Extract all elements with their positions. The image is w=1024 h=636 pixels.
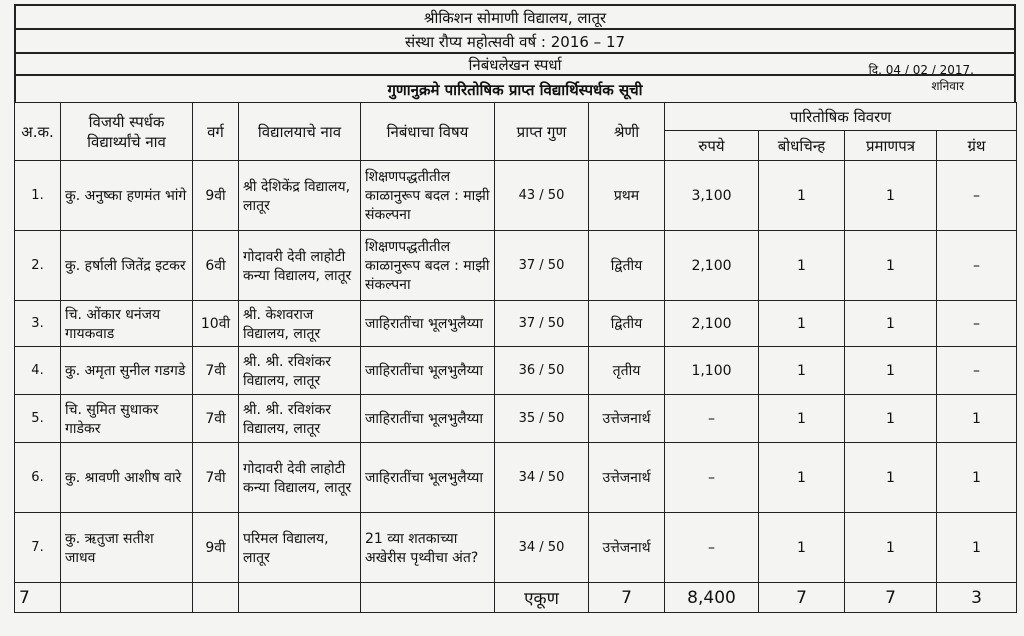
col-rupees: रुपये <box>665 131 759 161</box>
cell-certificate: 1 <box>845 161 937 231</box>
cell-rank: द्वितीय <box>589 301 665 347</box>
col-class: वर्ग <box>193 103 239 161</box>
cell-name: कु. श्रावणी आशीष वारे <box>61 443 193 513</box>
cell-class: 7वी <box>193 443 239 513</box>
cell-school: श्री. केशवराज विद्यालय, लातूर <box>239 301 361 347</box>
table-row <box>15 395 1017 443</box>
cell-rank: उत्तेजनार्थ <box>589 395 665 443</box>
cell-topic: जाहिरातींचा भूलभुलैय्या <box>361 443 495 513</box>
total-row <box>15 583 1017 613</box>
col-rank: श्रेणी <box>589 103 665 161</box>
cell-topic: जाहिरातींचा भूलभुलैय्या <box>361 301 495 347</box>
cell-book: – <box>937 301 1017 347</box>
cell-emblem: 1 <box>759 347 845 395</box>
total-empty-topic <box>361 583 495 613</box>
cell-name: कु. अनुष्का हणमंत भांगे <box>61 161 193 231</box>
date-text: दि. 04 / 02 / 2017. <box>868 63 974 77</box>
cell-name: चि. ओंकार धनंजय गायकवाड <box>61 301 193 347</box>
cell-marks: 37 / 50 <box>495 231 589 301</box>
cell-class: 7वी <box>193 395 239 443</box>
list-title: गुणानुक्रमे पारितोषिक प्राप्त विद्यार्थिस्पर्धक सूची <box>387 81 643 99</box>
cell-marks: 34 / 50 <box>495 443 589 513</box>
col-marks: प्राप्त गुण <box>495 103 589 161</box>
cell-rank: प्रथम <box>589 161 665 231</box>
cell-sr: 5. <box>15 395 61 443</box>
col-prize-group: पारितोषिक विवरण <box>665 103 1017 131</box>
cell-rupees: – <box>665 443 759 513</box>
cell-rupees: – <box>665 513 759 583</box>
list-title-row <box>14 74 1016 102</box>
day-text: शनिवार <box>931 79 964 93</box>
cell-name: कु. ऋतुजा सतीश जाधव <box>61 513 193 583</box>
cell-name: कु. हर्षाली जितेंद्र इटकर <box>61 231 193 301</box>
cell-rank: उत्तेजनार्थ <box>589 443 665 513</box>
col-name: विजयी स्पर्धक विद्यार्थ्यांचे नाव <box>61 103 193 161</box>
col-school: विद्यालयाचे नाव <box>239 103 361 161</box>
table-row <box>15 513 1017 583</box>
cell-rank: द्वितीय <box>589 231 665 301</box>
cell-topic: शिक्षणपद्धतीतील काळानुरूप बदल : माझी संकल्पना <box>361 231 495 301</box>
cell-emblem: 1 <box>759 395 845 443</box>
cell-emblem: 1 <box>759 513 845 583</box>
cell-certificate: 1 <box>845 231 937 301</box>
col-topic: निबंधाचा विषय <box>361 103 495 161</box>
total-rupees: 8,400 <box>665 583 759 613</box>
col-emblem: बोधचिन्ह <box>759 131 845 161</box>
cell-book: 1 <box>937 513 1017 583</box>
total-empty-school <box>239 583 361 613</box>
cell-sr: 3. <box>15 301 61 347</box>
year-line <box>14 28 1016 52</box>
table-row <box>15 301 1017 347</box>
prize-list-sheet <box>14 2 1016 632</box>
total-count: 7 <box>15 583 61 613</box>
cell-rupees: 3,100 <box>665 161 759 231</box>
cell-class: 6वी <box>193 231 239 301</box>
col-sr: अ.क. <box>15 103 61 161</box>
cell-certificate: 1 <box>845 347 937 395</box>
cell-school: श्री. श्री. रविशंकर विद्यालय, लातूर <box>239 395 361 443</box>
col-certificate: प्रमाणपत्र <box>845 131 937 161</box>
total-empty-name <box>61 583 193 613</box>
cell-emblem: 1 <box>759 161 845 231</box>
table-row <box>15 347 1017 395</box>
cell-certificate: 1 <box>845 395 937 443</box>
cell-sr: 7. <box>15 513 61 583</box>
cell-certificate: 1 <box>845 301 937 347</box>
total-emblem: 7 <box>759 583 845 613</box>
cell-sr: 4. <box>15 347 61 395</box>
cell-class: 10वी <box>193 301 239 347</box>
table-row <box>15 443 1017 513</box>
cell-class: 9वी <box>193 161 239 231</box>
cell-name: चि. सुमित सुधाकर गाडेकर <box>61 395 193 443</box>
school-title <box>14 4 1016 28</box>
cell-sr: 6. <box>15 443 61 513</box>
cell-marks: 36 / 50 <box>495 347 589 395</box>
competition-row <box>14 52 1016 77</box>
total-label: एकूण <box>495 583 589 613</box>
competition-name: निबंधलेखन स्पर्धा <box>468 56 562 74</box>
header-row-1 <box>15 103 1017 131</box>
cell-marks: 37 / 50 <box>495 301 589 347</box>
cell-topic: जाहिरातींचा भूलभुलैय्या <box>361 395 495 443</box>
school-name: श्रीकिशन सोमाणी विद्यालय, लातूर <box>423 9 607 27</box>
cell-emblem: 1 <box>759 231 845 301</box>
cell-school: गोदावरी देवी लाहोटी कन्या विद्यालय, लातूर <box>239 443 361 513</box>
jubilee-year: संस्था रौप्य महोत्सवी वर्ष : 2016 – 17 <box>404 33 626 51</box>
cell-school: परिमल विद्यालय, लातूर <box>239 513 361 583</box>
cell-school: श्री. श्री. रविशंकर विद्यालय, लातूर <box>239 347 361 395</box>
cell-rupees: 1,100 <box>665 347 759 395</box>
cell-certificate: 1 <box>845 513 937 583</box>
cell-topic: शिक्षणपद्धतीतील काळानुरूप बदल : माझी संकल्पना <box>361 161 495 231</box>
cell-book: 1 <box>937 395 1017 443</box>
cell-sr: 1. <box>15 161 61 231</box>
cell-rank: तृतीय <box>589 347 665 395</box>
total-empty-class <box>193 583 239 613</box>
cell-certificate: 1 <box>845 443 937 513</box>
cell-emblem: 1 <box>759 301 845 347</box>
winners-table <box>14 102 1017 613</box>
total-certificate: 7 <box>845 583 937 613</box>
cell-rupees: 2,100 <box>665 301 759 347</box>
cell-emblem: 1 <box>759 443 845 513</box>
cell-class: 9वी <box>193 513 239 583</box>
total-book: 3 <box>937 583 1017 613</box>
cell-rank: उत्तेजनार्थ <box>589 513 665 583</box>
cell-rupees: 2,100 <box>665 231 759 301</box>
cell-book: – <box>937 161 1017 231</box>
cell-book: 1 <box>937 443 1017 513</box>
total-rank-count: 7 <box>589 583 665 613</box>
cell-marks: 35 / 50 <box>495 395 589 443</box>
cell-school: श्री देशिकेंद्र विद्यालय, लातूर <box>239 161 361 231</box>
cell-rupees: – <box>665 395 759 443</box>
cell-sr: 2. <box>15 231 61 301</box>
cell-topic: जाहिरातींचा भूलभुलैय्या <box>361 347 495 395</box>
cell-marks: 34 / 50 <box>495 513 589 583</box>
cell-book: – <box>937 231 1017 301</box>
cell-class: 7वी <box>193 347 239 395</box>
cell-name: कु. अमृता सुनील गडगडे <box>61 347 193 395</box>
cell-marks: 43 / 50 <box>495 161 589 231</box>
cell-topic: 21 व्या शतकाच्या अखेरीस पृथ्वीचा अंत? <box>361 513 495 583</box>
cell-school: गोदावरी देवी लाहोटी कन्या विद्यालय, लातूर <box>239 231 361 301</box>
table-row <box>15 231 1017 301</box>
cell-book: – <box>937 347 1017 395</box>
table-row <box>15 161 1017 231</box>
col-book: ग्रंथ <box>937 131 1017 161</box>
